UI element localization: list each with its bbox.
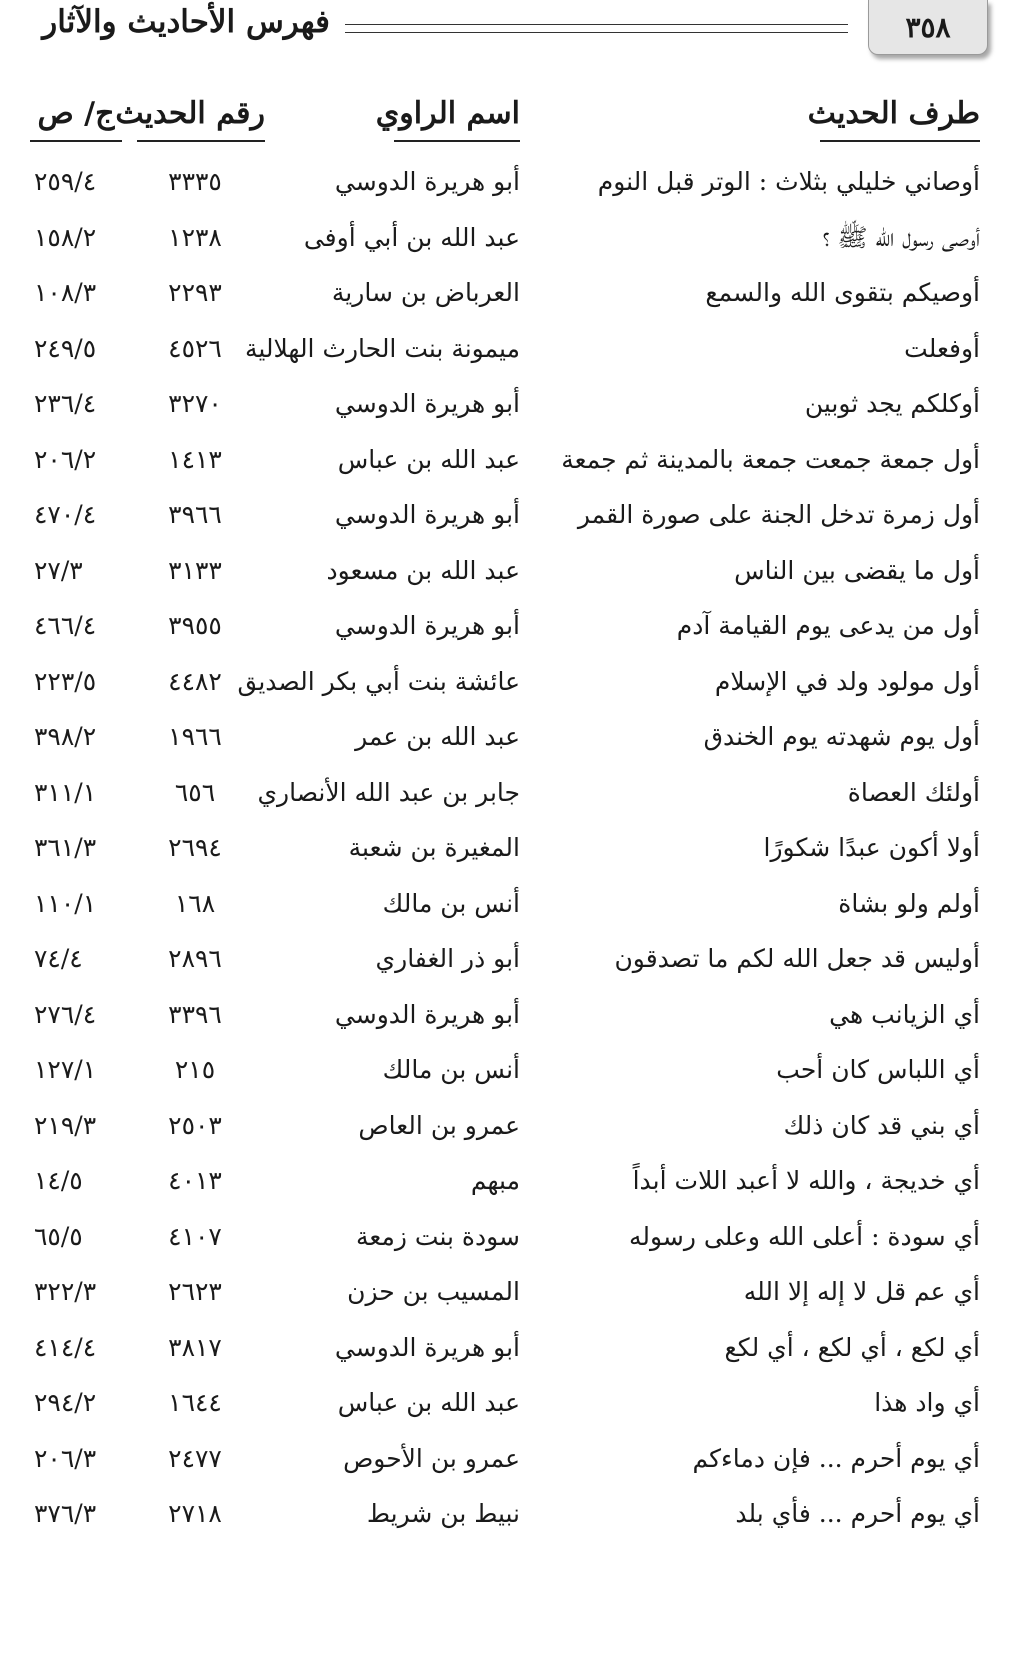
volume-page: ١٤/٥ (34, 1166, 83, 1195)
volume-page: ٢٥٩/٤ (34, 167, 97, 196)
hadith-number: ٢٢٩٣ (168, 278, 222, 307)
hadith-text: أولم ولو بشاة (838, 888, 980, 918)
hadith-number: ٢٦٩٤ (168, 833, 222, 862)
hadith-number: ٦٥٦ (174, 777, 216, 807)
hadith-number: ٢٧١٨ (168, 1499, 222, 1528)
index-row (0, 931, 1010, 987)
narrator-name: المغيرة بن شعبة (348, 833, 520, 862)
index-row (0, 1264, 1010, 1320)
hadith-number: ٤١٠٧ (168, 1221, 222, 1251)
volume-page: ٢٠٦/٢ (34, 444, 97, 474)
page-number-tab: ٣٥٨ (868, 0, 988, 55)
hadith-text: أول جمعة جمعت جمعة بالمدينة ثم جمعة (561, 444, 980, 474)
narrator-name: نبيط بن شريط (366, 1499, 520, 1528)
hadith-number: ٣٢٧٠ (168, 389, 222, 418)
hadith-text: أوصيكم بتقوى الله والسمع (705, 278, 980, 307)
volume-page: ١١٠/١ (34, 888, 97, 918)
narrator-name: المسيب بن حزن (347, 1277, 520, 1306)
hadith-text: أول مولود ولد في الإسلام (714, 666, 980, 696)
index-row (0, 598, 1010, 654)
index-row (0, 543, 1010, 599)
index-row (0, 1320, 1010, 1376)
volume-page: ٢٤٩/٥ (34, 333, 97, 363)
hadith-number: ٤٥٢٦ (168, 333, 222, 363)
volume-page: ٣٩٨/٢ (34, 722, 97, 751)
volume-page: ٢٣٦/٤ (34, 389, 97, 418)
hadith-number: ٣٣٩٦ (168, 999, 222, 1029)
volume-page: ٢٧/٣ (34, 555, 83, 585)
index-row (0, 432, 1010, 488)
volume-page: ٧٤/٤ (34, 944, 83, 973)
hadith-text: أي عم قل لا إله إلا الله (743, 1277, 980, 1306)
hadith-text: أوصاني خليلي بثلاث : الوتر قبل النوم (597, 167, 980, 196)
hadith-text: أي خديجة ، والله لا أعبد اللات أبداً (632, 1166, 980, 1195)
hadith-number: ١٦٨ (174, 888, 216, 918)
index-row (0, 376, 1010, 432)
hadith-number: ٣٨١٧ (168, 1332, 222, 1362)
hadith-text: أول من يدعى يوم القيامة آدم (676, 611, 980, 640)
hadith-text: أوصى رسول الله ﷺ ؟ (822, 222, 980, 252)
index-row (0, 709, 1010, 765)
narrator-name: أنس بن مالك (382, 888, 520, 918)
narrator-name: ميمونة بنت الحارث الهلالية (244, 333, 520, 363)
narrator-name: عمرو بن الأحوص (343, 1443, 520, 1473)
hadith-text: أوكلكم يجد ثوبين (804, 389, 980, 418)
hadith-number: ٢٦٢٣ (168, 1277, 222, 1306)
index-row (0, 487, 1010, 543)
volume-page: ٢١٩/٣ (34, 1110, 97, 1140)
page-header (0, 0, 1010, 60)
column-headers (0, 92, 1010, 154)
index-row (0, 1042, 1010, 1098)
hadith-text: أي لكع ، أي لكع ، أي لكع (724, 1332, 980, 1362)
index-row (0, 1153, 1010, 1209)
hadith-text: أوليس قد جعل الله لكم ما تصدقون (614, 944, 980, 973)
hadith-number: ٤٠١٣ (168, 1166, 222, 1195)
volume-page: ٣٧٦/٣ (34, 1499, 97, 1528)
hadith-number: ٣٣٣٥ (168, 167, 222, 196)
hadith-text: أي اللباس كان أحب (776, 1055, 980, 1084)
narrator-name: مبهم (470, 1166, 520, 1195)
hadith-number: ٣٩٥٥ (168, 611, 222, 640)
narrator-name: أبو هريرة الدوسي (334, 999, 520, 1029)
narrator-name: العرباض بن سارية (331, 278, 520, 307)
index-row (0, 987, 1010, 1043)
index-row (0, 210, 1010, 266)
index-row (0, 820, 1010, 876)
index-row (0, 1209, 1010, 1265)
narrator-name: عبد الله بن أبي أوفى (303, 222, 520, 252)
index-row (0, 321, 1010, 377)
volume-page: ٢٠٦/٣ (34, 1443, 97, 1473)
volume-page: ٣٦١/٣ (34, 833, 97, 862)
narrator-name: أنس بن مالك (382, 1055, 520, 1084)
hadith-text: أول يوم شهدته يوم الخندق (703, 722, 980, 751)
hadith-text: أي يوم أحرم ... فإن دماءكم (692, 1443, 980, 1473)
volume-page: ٤١٤/٤ (34, 1332, 97, 1362)
hadith-text: أول ما يقضى بين الناس (734, 555, 980, 585)
narrator-name: عبد الله بن عباس (337, 444, 520, 474)
header-narrator: اسم الراوي (394, 92, 520, 142)
header-rule-upper (345, 24, 848, 25)
header-number: رقم الحديث (137, 92, 265, 142)
hadith-text: أي بني قد كان ذلك (783, 1110, 980, 1140)
narrator-name: أبو هريرة الدوسي (334, 1332, 520, 1362)
hadith-number: ٢٥٠٣ (168, 1110, 222, 1140)
index-row (0, 265, 1010, 321)
volume-page: ٢٧٦/٤ (34, 999, 97, 1029)
hadith-number: ٣١٣٣ (168, 555, 222, 585)
index-row (0, 654, 1010, 710)
volume-page: ٦٥/٥ (34, 1221, 83, 1251)
hadith-index-table (0, 92, 1010, 1542)
index-row (0, 765, 1010, 821)
index-row (0, 1375, 1010, 1431)
volume-page: ١٥٨/٢ (34, 222, 97, 252)
narrator-name: عبد الله بن عمر (355, 722, 520, 751)
narrator-name: أبو هريرة الدوسي (334, 167, 520, 196)
hadith-text: أولئك العصاة (847, 777, 980, 807)
volume-page: ٢٢٣/٥ (34, 666, 97, 696)
index-rows (0, 154, 1010, 1542)
header-location: ج/ ص (30, 92, 122, 142)
narrator-name: سودة بنت زمعة (356, 1221, 520, 1251)
volume-page: ٤٦٦/٤ (34, 611, 97, 640)
narrator-name: أبو ذر الغفاري (375, 944, 520, 973)
volume-page: ١٠٨/٣ (34, 278, 97, 307)
narrator-name: أبو هريرة الدوسي (334, 500, 520, 529)
volume-page: ١٢٧/١ (34, 1055, 97, 1084)
narrator-name: أبو هريرة الدوسي (334, 389, 520, 418)
hadith-text: أي سودة : أعلى الله وعلى رسوله (629, 1221, 980, 1251)
volume-page: ٣١١/١ (34, 777, 97, 807)
hadith-number: ١٤١٣ (168, 444, 222, 474)
index-row (0, 876, 1010, 932)
narrator-name: أبو هريرة الدوسي (334, 611, 520, 640)
header-hadith: طرف الحديث (820, 92, 980, 142)
narrator-name: عبد الله بن مسعود (326, 555, 520, 585)
narrator-name: عمرو بن العاص (358, 1110, 520, 1140)
volume-page: ٣٢٢/٣ (34, 1277, 97, 1306)
narrator-name: جابر بن عبد الله الأنصاري (257, 777, 520, 807)
hadith-number: ٢٨٩٦ (168, 944, 222, 973)
hadith-number: ١٢٣٨ (168, 222, 222, 252)
volume-page: ٤٧٠/٤ (34, 500, 97, 529)
index-row (0, 1098, 1010, 1154)
hadith-text: أي واد هذا (874, 1388, 980, 1417)
hadith-text: أوفعلت (904, 333, 980, 363)
hadith-number: ٣٩٦٦ (168, 500, 222, 529)
index-row (0, 1486, 1010, 1542)
hadith-number: ٢٤٧٧ (168, 1443, 222, 1473)
narrator-name: عائشة بنت أبي بكر الصديق (237, 666, 520, 696)
index-row (0, 154, 1010, 210)
hadith-number: ٢١٥ (174, 1055, 216, 1084)
hadith-text: أول زمرة تدخل الجنة على صورة القمر (577, 500, 980, 529)
volume-page: ٢٩٤/٢ (34, 1388, 97, 1417)
index-row (0, 1431, 1010, 1487)
header-rule-lower (345, 32, 848, 33)
narrator-name: عبد الله بن عباس (337, 1388, 520, 1417)
hadith-number: ٤٤٨٢ (168, 666, 222, 696)
hadith-number: ١٩٦٦ (168, 722, 222, 751)
hadith-text: أي يوم أحرم ... فأي بلد (735, 1499, 980, 1528)
hadith-text: أي الزيانب هي (829, 999, 980, 1029)
hadith-text: أولا أكون عبدًا شكورًا (763, 833, 980, 862)
hadith-number: ١٦٤٤ (168, 1388, 222, 1417)
index-title: فهرس الأحاديث والآثار (42, 4, 330, 40)
